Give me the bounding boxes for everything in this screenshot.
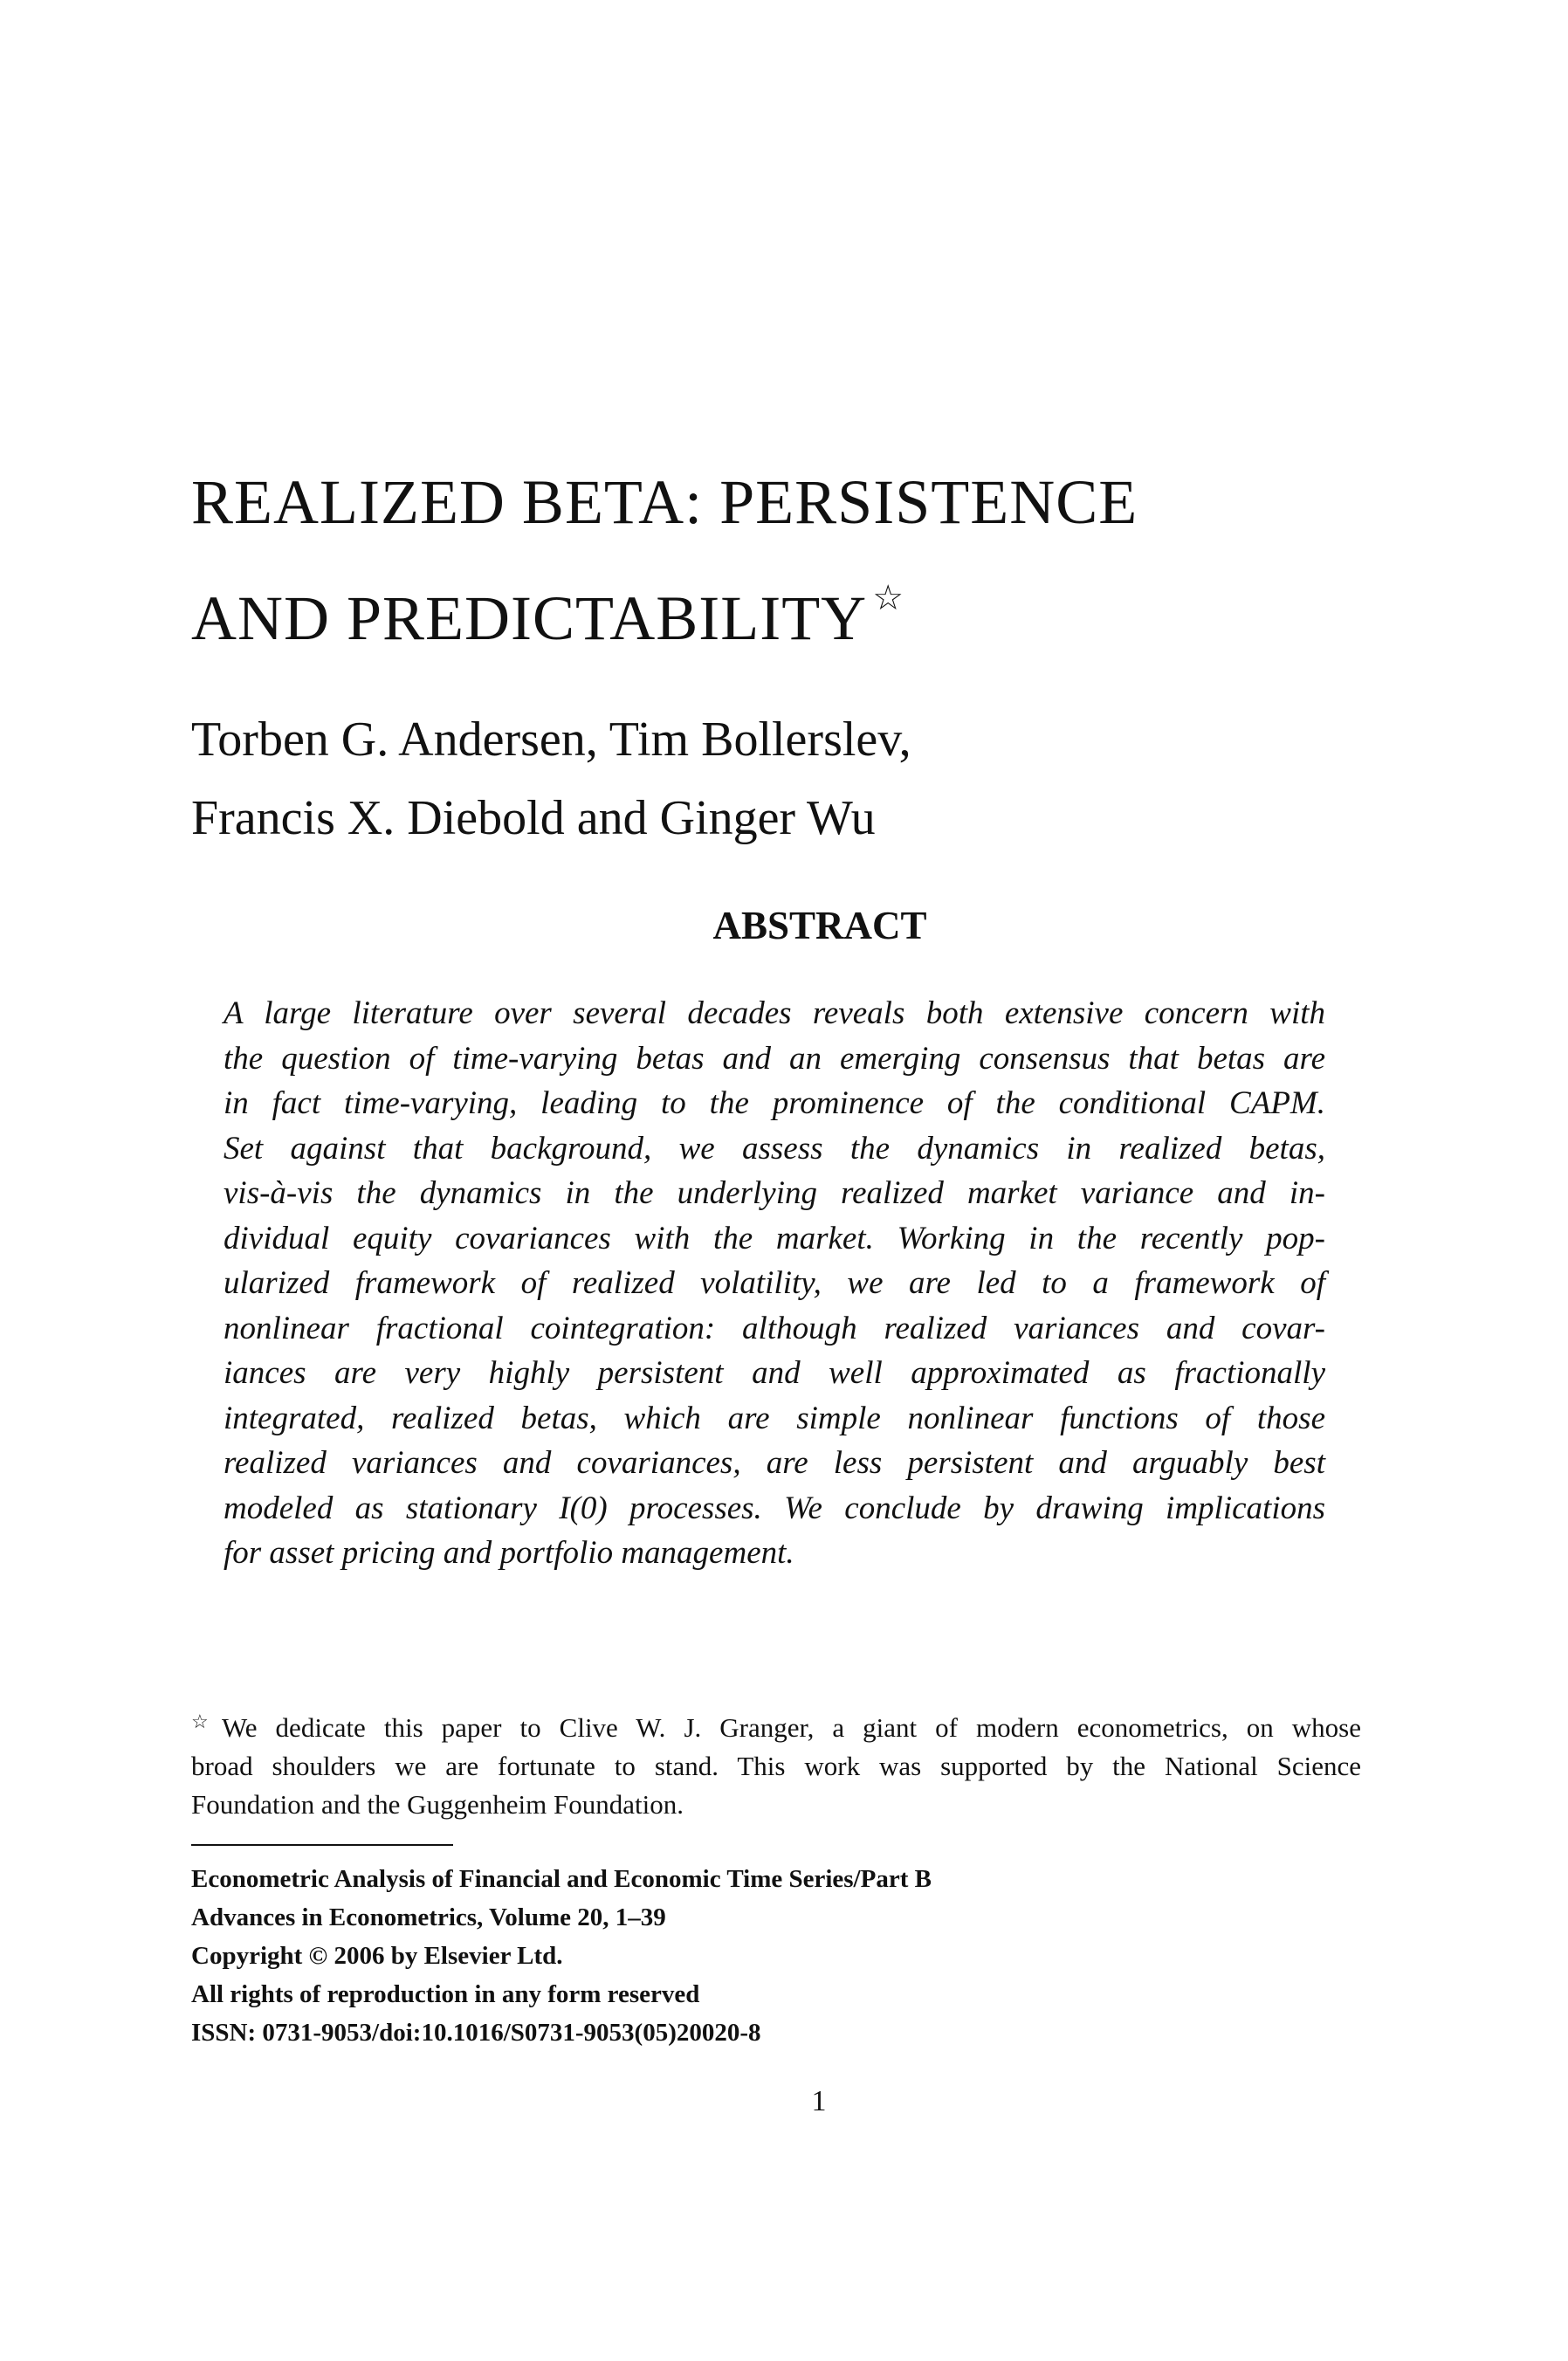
abstract-line: realized variances and covariances, are less persistent and arguably best — [224, 1445, 1325, 1481]
title-footnote-marker[interactable]: ☆ — [872, 578, 905, 617]
abstract-line: nonlinear fractional cointegration: although realized variances and covar- — [224, 1310, 1325, 1346]
footnote-line: Foundation and the Guggenheim Foundation. — [191, 1789, 684, 1820]
footnote-separator-rule — [191, 1844, 453, 1846]
author-line-2: Francis X. Diebold and Ginger Wu — [191, 791, 876, 845]
abstract-line: integrated, realized betas, which are simple nonlinear functions of those — [224, 1400, 1325, 1436]
copyright-notice: Copyright © 2006 by Elsevier Ltd. — [191, 1942, 563, 1970]
abstract-line: the question of time-varying betas and an emerging consensus that betas are — [224, 1040, 1325, 1077]
title-line-2 — [191, 550, 1413, 666]
abstract-line: ularized framework of realized volatility, we are led to a framework of — [224, 1265, 1325, 1301]
title-line-2-text: AND PREDICTABILITY — [191, 583, 868, 653]
abstract-heading: ABSTRACT — [712, 904, 927, 947]
title-line-1: REALIZED BETA: PERSISTENCE — [191, 467, 1138, 537]
abstract-line: for asset pricing and portfolio management. — [224, 1535, 794, 1571]
abstract-line: in fact time-varying, leading to the prominence of the conditional CAPM. — [224, 1085, 1325, 1121]
abstract-body — [224, 991, 1325, 1576]
footnote-line — [191, 1703, 1361, 1747]
abstract-line: iances are very highly persistent and well approximated as fractionally — [224, 1355, 1325, 1391]
abstract-line: vis-à-vis the dynamics in the underlying realized market variance and in- — [224, 1175, 1325, 1211]
title-footnote — [191, 1703, 1361, 1824]
rights-notice: All rights of reproduction in any form reserved — [191, 1980, 700, 2008]
publication-info — [191, 1860, 1239, 2052]
footnote-marker: ☆ — [191, 1711, 220, 1732]
series-title: Econometric Analysis of Financial and Economic Time Series/Part B — [191, 1865, 932, 1893]
abstract-line: dividual equity covariances with the market. Working in the recently pop- — [224, 1220, 1325, 1256]
issn-doi[interactable]: ISSN: 0731-9053/doi:10.1016/S0731-9053(05)20020-8 — [191, 2019, 761, 2047]
page-number: 1 — [811, 2085, 827, 2117]
footnote-line-text: We dedicate this paper to Clive W. J. Granger, a giant of modern econometrics, on whose — [222, 1712, 1361, 1743]
volume-info: Advances in Econometrics, Volume 20, 1–39 — [191, 1903, 666, 1931]
abstract-line: Set against that background, we assess the dynamics in realized betas, — [224, 1130, 1325, 1167]
author-list — [191, 700, 1413, 857]
abstract-line: A large literature over several decades reveals both extensive concern with — [224, 995, 1325, 1031]
abstract-line: modeled as stationary I(0) processes. We conclude by drawing implications — [224, 1490, 1325, 1526]
paper-title — [191, 454, 1413, 666]
footnote-line: broad shoulders we are fortunate to stand. This work was supported by the National Science — [191, 1751, 1361, 1781]
author-line-1: Torben G. Andersen, Tim Bollerslev, — [191, 712, 911, 767]
